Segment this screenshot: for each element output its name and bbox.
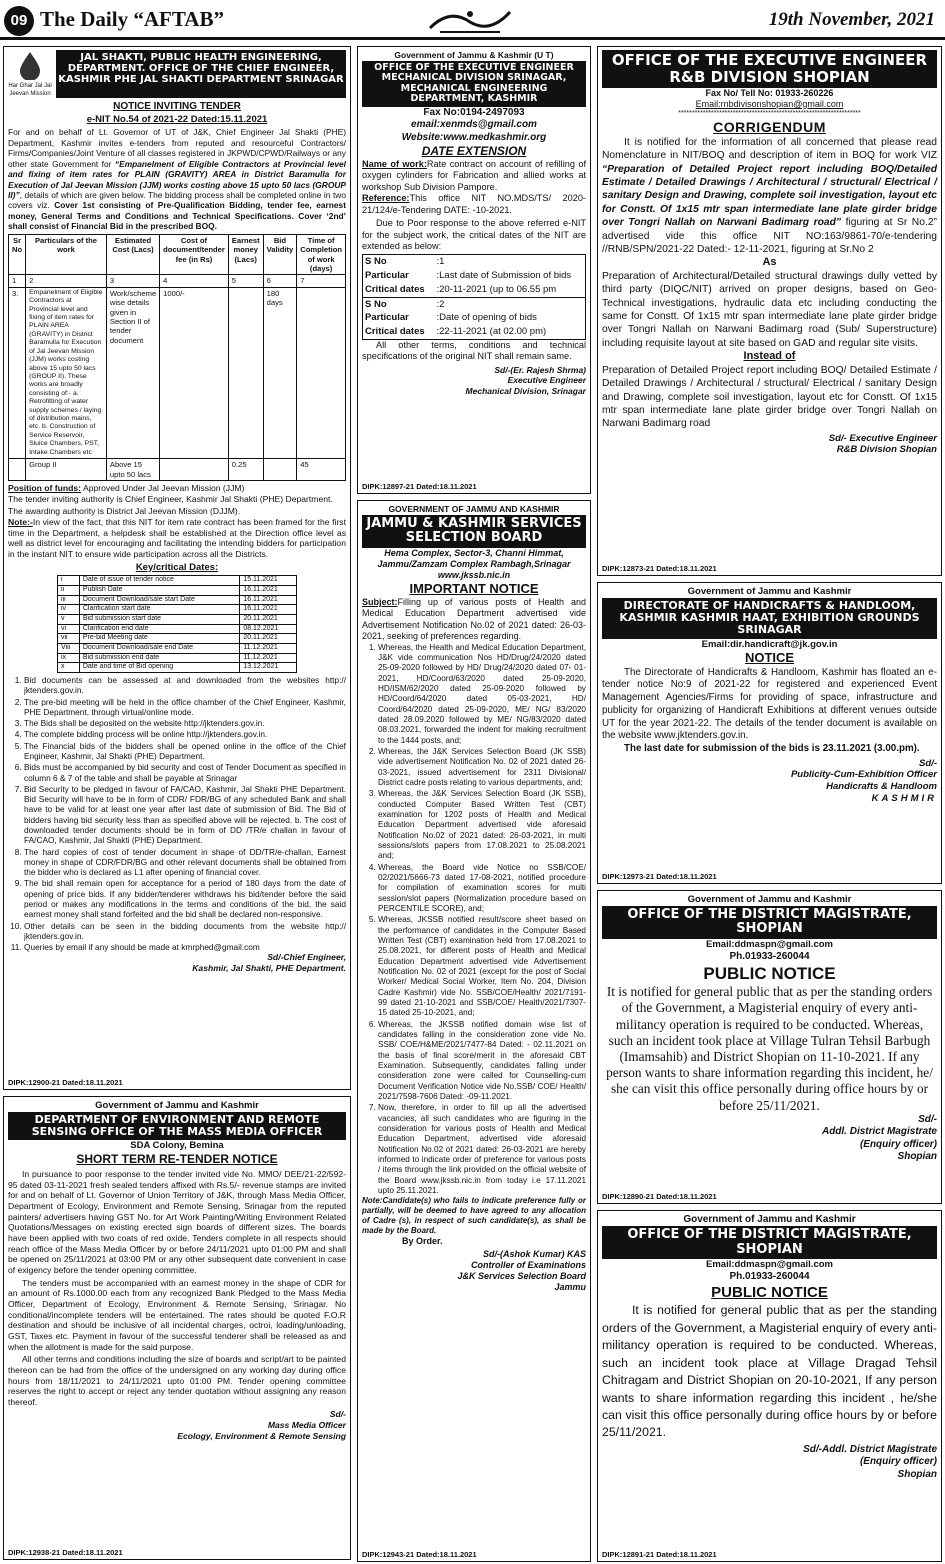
field-value: :22-11-2021 (at 02.00 pm) bbox=[436, 326, 547, 338]
paragraph-2: All other terms, conditions and technical specifications of the original NIT shall remain same. bbox=[362, 339, 586, 362]
dept-heading: OFFICE OF THE DISTRICT MAGISTRATE, SHOPIAN bbox=[602, 906, 937, 939]
dm-public-notice-2 bbox=[597, 1210, 942, 1562]
key-date-cell: Viii bbox=[58, 644, 80, 654]
jkssb-notice bbox=[357, 500, 591, 1562]
list-item: 3. The Bids shall be deposited on the website http://jktenders.gov.in. bbox=[24, 718, 346, 728]
list-item: 11. Queries by email if any should be made at kmrphed@gmail.com bbox=[24, 942, 346, 952]
paragraph-3: All other terms and conditions including the size of boards and script/art to be painted thereon can be had from the office of the undersigned on any working day during office hours from 18/11/2021 to 24/11/2021 upto 01:00 PM. Tender opening committee reserves the right to accept or reject any tender quotation without assigning any reason thereof. bbox=[8, 1354, 346, 1407]
page-number: 09 bbox=[4, 6, 34, 36]
list-item: 4. Whereas, the Board vide Notice no SSB/COE/ 02/2021/5666-73 dated 17-08-2021, notified procedure for compilation of examination scores for multi session/slot papers (Normalization procedure based on PERCENTILE SCORE), and; bbox=[378, 863, 586, 915]
email: Email:rnbdivisonshopian@gmail.com bbox=[695, 98, 844, 109]
email: Email:dir.handicraft@jk.gov.in bbox=[701, 638, 838, 650]
dept-heading: JAMMU & KASHMIR SERVICES SELECTION BOARD bbox=[362, 515, 586, 548]
signatory-office: Kashmir, Jal Shakti, PHE Department. bbox=[192, 963, 346, 974]
mass-media-notice bbox=[3, 1096, 351, 1560]
signatory-role: (Enquiry officer) bbox=[859, 1138, 937, 1150]
dipk-number: DIPK:12897-21 Dated:18.11.2021 bbox=[362, 481, 477, 491]
dept-heading: OFFICE OF THE EXECUTIVE ENGINEER R&B DIVISION SHOPIAN bbox=[602, 50, 937, 88]
key-date-cell: i bbox=[58, 576, 80, 586]
field-label: S No bbox=[365, 256, 387, 268]
list-item: 1. Bid documents can be assessed at and downloaded from the websites http:// jktenders.gov.in. bbox=[24, 675, 346, 696]
dept-heading: DIRECTORATE OF HANDICRAFTS & HANDLOOM, KASHMIR KASHMIR HAAT, EXHIBITION GROUNDS SRINAGAR bbox=[602, 598, 937, 639]
list-item: 2. The pre-bid meeting will be held in the office chamber of the Chief Engineer, Kashmir, PHE Department, through virtual/online mode. bbox=[24, 697, 346, 718]
whereas-list bbox=[362, 643, 586, 1196]
signatory: Addl. District Magistrate bbox=[821, 1126, 937, 1138]
gov-heading: GOVERNMENT OF JAMMU AND KASHMIR bbox=[388, 504, 560, 514]
rnb-corrigendum bbox=[597, 46, 942, 576]
website: Website:www.medkashmir.org bbox=[401, 131, 547, 143]
key-date-cell: Document Download/sale end Date bbox=[79, 644, 239, 654]
signatory: Publicity-Cum-Exhibition Officer bbox=[790, 769, 937, 781]
paragraph-2: The last date for submission of the bids is 23.11.2021 (3.00.pm). bbox=[624, 742, 920, 754]
key-date-cell: 16.11.2021 bbox=[240, 605, 297, 615]
name-of-work: Name of work:Rate contract on account of refilling of oxygen cylinders for Fabrication and allied works at workshop Sub Division Pampore. bbox=[362, 159, 586, 192]
list-item: 6. Whereas, the JKSSB notified domain wise list of candidates falling in the consideration zone vide No. SSB/ COE/H&ME/2021/7477-84 Dated: - 02.11.2021 on the basis of final score/merit in the aforesaid CBT Examination. Subsequently, candidates falling under consideration zone were called for Counselling-cum Document Verification Notice vide No.SSB/ COE/ Health/ 2021/7598-7606 Dated: -09-11.2021. bbox=[378, 1020, 586, 1103]
list-item: 1. Whereas, the Health and Medical Education Department, J&K vide communication Nos HD/Drug/24/2020 dated 25-09-2020 followed by HD/ Drug/24/2020 dated 07- 01-2021, HD/Coord/63/2020 dated 25-09-2020, HD/ISM/62/2020 dated 25-09-2020 followed by HD/Coord/64/2020 dated 05-03-2021, HD/ Coord/64/2020 dated 25-09-2020, ME/ NG/ 83/2020 dated 28.09.2020 followed by ME/ NG/83/2020 dated 08.03.2021, forwarded the indent for making recruitment to the 1444 posts, and; bbox=[378, 643, 586, 746]
signatory-location: Shopian bbox=[897, 1468, 937, 1480]
key-date-cell: 16.11.2021 bbox=[240, 595, 297, 605]
key-date-row bbox=[58, 624, 297, 634]
extension-row bbox=[363, 325, 586, 339]
instead-label: Instead of bbox=[743, 350, 796, 363]
field-label: Particular bbox=[365, 270, 409, 282]
key-date-row bbox=[58, 615, 297, 625]
notice-title: CORRIGENDUM bbox=[713, 118, 826, 135]
phe-tender-notice bbox=[3, 46, 351, 1090]
list-item: 3. Whereas, the J&K Services Selection Board (JK SSB), conducted Computer Based Written Test (CBT) examination for 1202 posts of Health and Medical Education Department advertised vide aforesaid Notification No.02 of 2021 dated: 26-03-2021, in multi sessions/slots papers from 17.08.2021 to 25.08.2021 and; bbox=[378, 789, 586, 861]
key-date-cell: Clarification end date bbox=[79, 624, 239, 634]
key-date-row bbox=[58, 653, 297, 663]
field-value: :20-11-2021 (up to 06.55 pm bbox=[436, 283, 557, 295]
notice-title: SHORT TERM RE-TENDER NOTICE bbox=[76, 1152, 278, 1167]
list-item: 10. Other details can be seen in the bidding documents from the website http:// jktenders.gov.in. bbox=[24, 921, 346, 942]
signatory: Sd/- Executive Engineer bbox=[828, 432, 937, 444]
key-date-cell: 16.11.2021 bbox=[240, 586, 297, 596]
water-drop-icon bbox=[15, 50, 45, 80]
key-date-cell: 15.11.2021 bbox=[240, 576, 297, 586]
list-item: 7. Now, therefore, in order to fill up all the advertised vacancies, all such candidates who are figuring in the consideration for various posts of Health and Medical Education Department, advertised vide aforesaid Notification No.02 of 2021 dated: 26-03-2021 are hereby informed to indicate order of preference for various posts / items through the link provided on the official website of the Board www.jkssb.nic.in from today i.e 17.11.2021 upto 25.11.2021. bbox=[378, 1103, 586, 1196]
list-item: 5. The Financial bids of the bidders shall be opened online in the office of the Chief Engineer, Kashmir, Jal Shakti (PHE) Department. bbox=[24, 741, 346, 762]
dipk-number: DIPK:12938-21 Dated:18.11.2021 bbox=[8, 1547, 123, 1557]
key-date-cell: vi bbox=[58, 624, 80, 634]
key-date-row bbox=[58, 586, 297, 596]
paragraph-2: Preparation of Architectural/Detailed structural drawings dully vetted by third party (DIQC/NIT) arrived on proper designs, based on Geo-Technical investigations, hydraulic data etc including conducting the same for Constt. Of 1x15 mtr span intermediate lane plate girder bridge over Tongri Nallah on Narwani Badimarg road (Sub/ Superstructure) including requisite layout at site based on GAD and regular site visits. bbox=[602, 270, 937, 349]
paragraph-1: In pursuance to poor response to the tender invited vide No. MMO/ DEE/21-22/592-95 dated 03-11-2021 fresh sealed tenders affixed with Rs.5/- revenue stamps are invited for and on behalf of Lt. Governor of Union Territory of J&K, through Mass Media Officer, Department of Ecology, Environment and Remote Sensing, Srinagar from the reputed painters/ advertisers having GST No. for Art Work Painting/Writing Environment Related Quotations/Messages on existing erected sign boards of different sizes. The boards have been applied with two coats of red oxide. Tenders complete in all respects should reach office of the Mass Media Officer by or before 24/11/2021 upto 01:00 PM and shall be opened on 25/11/2021 at 03:00 PM or any other subsequent date convenient in case of exigency before the tender opening committee. bbox=[8, 1169, 346, 1275]
key-date-cell: x bbox=[58, 663, 80, 673]
paragraph-3: Preparation of Detailed Project report including BOQ/ Detailed Estimate / Detailed Drawings / Architectural / structural/ Electrical / sanitary Design and Drawing, complete soil investigation, layout etc for Constt. Of 1x15 mtr span intermediate lane plate girder bridge over Tongri Nallah on Narwani Badimarg road bbox=[602, 364, 937, 430]
key-date-cell: ii bbox=[58, 586, 80, 596]
key-date-cell: Date and time of Bid opening bbox=[79, 663, 239, 673]
note: Note:-In view of the fact, that this NIT for item rate contract has been framed for the first time in the Department, a helpdesk shall be established at the Direction office level as well as district level for encouraging and facilitating the intending bidders for participation in the instant NIT to ensure wide participation across all the Districts. bbox=[8, 516, 346, 559]
list-item: 4. The complete bidding process will be online http://jktenders.gov.in. bbox=[24, 729, 346, 739]
key-date-cell: 08.12.2021 bbox=[240, 624, 297, 634]
key-date-cell: 20.11.2021 bbox=[240, 615, 297, 625]
newspaper-name: The Daily “AFTAB” bbox=[40, 7, 224, 31]
signature: Sd/- bbox=[919, 757, 937, 769]
dept-heading: DEPARTMENT OF ENVIRONMENT AND REMOTE SENSING OFFICE OF THE MASS MEDIA OFFICER bbox=[8, 1112, 346, 1141]
signatory-office: Ecology, Environment & Remote Sensing bbox=[177, 1430, 346, 1441]
signatory-title: Executive Engineer bbox=[507, 375, 586, 386]
dept-heading: OFFICE OF THE EXECUTIVE ENGINEER MECHANICAL DIVISION SRINAGAR, MECHANICAL ENGINEERING DEPARTMENT, KASHMIR bbox=[362, 61, 586, 108]
key-date-row bbox=[58, 644, 297, 654]
signatory-location: Jammu bbox=[554, 1282, 586, 1293]
key-date-row bbox=[58, 576, 297, 586]
gov-heading: Government of Jammu and Kashmir bbox=[687, 894, 852, 905]
extension-row bbox=[363, 283, 586, 297]
address: Hema Complex, Sector-3, Channi Himmat, Jammu/Zamzam Complex Rambagh,Srinagar bbox=[377, 547, 571, 569]
gov-heading: Government of Jammu and Kashmir bbox=[95, 1100, 259, 1111]
gov-heading: Government of Jammu and Kashmir bbox=[683, 1214, 856, 1225]
key-date-cell: Publish Date bbox=[79, 586, 239, 596]
paragraph-1: Due to Poor response to the above referred e-NIT for the subject work, the critical dates of the NIT are extended as below: bbox=[362, 218, 586, 251]
field-value: :Last date of Submission of bids bbox=[436, 270, 572, 282]
key-date-cell: 11.12.2021 bbox=[240, 653, 297, 663]
field-label: S No bbox=[365, 298, 387, 310]
key-date-cell: Bid submission start date bbox=[79, 615, 239, 625]
notice-title: PUBLIC NOTICE bbox=[703, 964, 836, 984]
paragraph-1: The Directorate of Handicrafts & Handloom, Kashmir has floated an e-tender notice No:9 of 2021-22 for registered and experienced Event Management Agencies/Firms for providing of space, infrastructure and publicity for organizing of Handicraft Exhibitions at different venues outside UT for the year 2021-22. The details of the tender document is available on the website www.jktenders.gov.in. bbox=[602, 666, 937, 742]
notice-title: NOTICE bbox=[744, 650, 795, 666]
key-date-cell: Pre-bid Meeting date bbox=[79, 634, 239, 644]
position-of-funds: Position of funds: Approved Under Jal Jeevan Mission (JJM) bbox=[8, 482, 245, 493]
key-date-cell: Date of issue of tender notice bbox=[79, 576, 239, 586]
by-order: By Order. bbox=[402, 1235, 443, 1246]
email: Email:ddmaspn@gmail.com bbox=[706, 1259, 833, 1271]
field-label: Particular bbox=[365, 312, 409, 324]
field-value: :Date of opening of bids bbox=[436, 312, 537, 324]
key-date-cell: ix bbox=[58, 653, 80, 663]
aftab-logo-icon bbox=[420, 4, 520, 36]
paragraph-1: It is notified for general public that as per the standing orders of the Government, a Magisterial enquiry of every anti-militancy operation is required to be conducted. Whereas, such an incident took place at Village Tulran Tehsil Barbugh (Imamsahib) and District Shopian on 11-10-2021. If any person wants to share information regarding this incident, he/ she can visit this office personally during office hours by or before 25/11/2021. bbox=[606, 984, 933, 1113]
key-date-row bbox=[58, 595, 297, 605]
work-table: Sr No Particulars of the work Estimated Cost (Lacs) Cost of document/tender fee (in Rs) Earnest money (Lacs) Bid Validity Time of Completion of work (days) 1 2 3 4 5 6 7 3. Empanelment of Eligible Contractors at Provincial level and fixing of item rates for PLAIN AREA (GRAVITY) in District Baramulla for Execution of Jal Jeevan Mission (JJM) works costing above 15 upto 50 lacs (GROUP II). These works are broadly consisting of:- a. Retrofitting of water supply schemes / laying of distribution mains, etc. b. Construction of Service Reservoir, Sluice Chambers, PST, Intake Chambers etc Work/scheme wise details given in Section II of tender document 1000/- 180 days Group II Above 15 upto 50 lacs 0.25 45 bbox=[8, 234, 346, 481]
mechanical-division-notice bbox=[357, 46, 591, 494]
as-label: As bbox=[762, 256, 777, 269]
extension-table-1 bbox=[362, 254, 586, 297]
key-dates-title: Key/critical Dates: bbox=[135, 561, 219, 573]
jjm-logo: Har Ghar Jal Jal Jeevan Mission bbox=[8, 50, 52, 98]
field-label: Critical dates bbox=[365, 283, 425, 295]
enit-number: e-NIT No.54 of 2021-22 Dated:15.11.2021 bbox=[86, 113, 268, 125]
extension-row bbox=[363, 298, 586, 312]
list-item: 5. Whereas, JKSSB notified result/score sheet based on the performance of candidates in the Computer Based Written Test (CBT) examination held from 17.08.2021 to 25.08.2021, for different posts of Health and Medical Education Department advertised vide Advertisement Notification No. 02 of 2021 (except for the post of Social Worker/ Medical Social Worker, Item No. 204, Division Cadre Kashmir) vide No. SSB/COE/Health/ 2021/7191-99 dated 21-10-2021 and SSB/COE/ Health/2021/7307-15 dated 25-10-2021, and; bbox=[378, 915, 586, 1018]
email: email:xenmds@gmail.com bbox=[411, 119, 537, 131]
signatory-location: KASHMIR bbox=[871, 793, 937, 805]
subject: Subject:Filling up of various posts of Health and Medical Education Department advertised vide Advertisement Notification No.02 of 2021 dated: 26-03-2021, seeking of preferences regarding. bbox=[362, 597, 586, 641]
field-value: :2 bbox=[436, 298, 445, 310]
key-dates-table bbox=[57, 575, 297, 673]
list-item: 6. Bids must be accompanied by bid security and cost of Tender Document as specified in column 6 & 7 of the table and shall be payable at Srinagar bbox=[24, 762, 346, 783]
signatory-location: Shopian bbox=[897, 1151, 937, 1163]
extension-table-2 bbox=[362, 298, 586, 340]
awarding-authority: The awarding authority is District Jal Jeevan Mission (DJJM). bbox=[8, 506, 241, 517]
key-date-cell: Document Download/sale start Date bbox=[79, 595, 239, 605]
dipk-number: DIPK:12873-21 Dated:18.11.2021 bbox=[602, 563, 717, 573]
extension-row bbox=[363, 255, 586, 269]
paragraph-1: It is notified for general public that as per the standing orders of the Government, a Magisterial enquiry of every anti-militancy operation is required to be conducted. Whereas, such an incident took place at Village Dragad Tehsil Chitragam and District Shopian on 20-10-2021, If any person wants to share information regarding this incident , he/she can visit this office personally during office hours by or before 25/11/2021. bbox=[602, 1303, 937, 1440]
masthead bbox=[0, 0, 945, 40]
signatory: Mass Media Officer bbox=[267, 1420, 346, 1431]
conditions-list bbox=[8, 675, 346, 952]
signature: Sd/- bbox=[329, 1409, 346, 1420]
handicrafts-notice bbox=[597, 582, 942, 884]
signatory: Sd/-(Ashok Kumar) KAS bbox=[482, 1249, 586, 1259]
notice-title: IMPORTANT NOTICE bbox=[409, 581, 539, 597]
signatory-office: Mechanical Division, Srinagar bbox=[465, 385, 586, 396]
dept-heading: OFFICE OF THE DISTRICT MAGISTRATE, SHOPIAN bbox=[602, 1226, 937, 1259]
intro-paragraph: For and on behalf of Lt. Governor of UT of J&K, Chief Engineer Jal Shakti (PHE) Department, Kashmir invites e-tenders from reputed and resourceful Contractors/ Firms/Companies/Joint Venture of all classes registered in JKPWD/CPWD/Railways or any other state Government for “Empanelment of Eligible Contractors at Provincial level and fixing of item rates for PLAIN (GRAVITY) AREA in District Baramulla for Execution of Jal Jeevan Mission (JJM) works costing above 15 upto 50 lacs (GROUP II)”, details of which are given below. The bidding process shall be completed online in two covers viz. Cover 1st consisting of Pre-Qualification Bidding, tender fee, earnest money, General Terms and Conditions and Technical Specifications. Cover ‘2nd’ shall consist of Financial Bid in the prescribed BOQ. bbox=[8, 127, 346, 232]
signatory-office: R&B Division Shopian bbox=[836, 444, 937, 456]
key-date-cell: Clarification start date bbox=[79, 605, 239, 615]
issue-date: 19th November, 2021 bbox=[768, 9, 935, 30]
key-date-cell: iii bbox=[58, 595, 80, 605]
list-item: 2. Whereas, the J&K Services Selection Board (JK SSB) vide advertisement Notification No. 02 of 2021 dated 26-03-2021, issued advertisement for 2311 Divisional/ District cadre posts relating to various departments, and; bbox=[378, 747, 586, 788]
extension-row bbox=[363, 311, 586, 325]
signatory-office: J&K Services Selection Board bbox=[457, 1271, 586, 1282]
list-item: 8. The hard copies of cost of tender document in shape of DD/TR/e-challan, Earnest money in shape of CDR/FDR/BG and other relevant documents shall be obtained from the bidder who is declared as L1 after opening of financial cover. bbox=[24, 847, 346, 878]
key-date-cell: Bid submission end date bbox=[79, 653, 239, 663]
paragraph-2: The tenders must be accompanied with an earnest money in the shape of CDR for an amount of Rs.1000.00 each from any recognized Bank Pledged to the Mass Media Officer, Department of Ecology, Environment & Remote Sensing, Srinagar. No conditional/incomplete tenders will be entertained. The rates should be quoted F.O.R destination and should be inclusive of all incidental charges, octroi, loading/unloading, GST, Taxes etc. Payment in favour of the successful tenderer shall be released as and when the allotment is made for the said purpose. bbox=[8, 1277, 346, 1352]
extension-row bbox=[363, 269, 586, 283]
key-date-row bbox=[58, 605, 297, 615]
signatory-title: Controller of Examinations bbox=[470, 1260, 586, 1271]
note: Note:Candidate(s) who fails to indicate preference fully or partially, will be deemed to have agreed to any allocation of Cadre (s), in respect of such candidate(s), as shall be made by the Board. bbox=[362, 1196, 586, 1235]
dipk-number: DIPK:12973-21 Dated:18.11.2021 bbox=[602, 871, 717, 881]
key-date-cell: 20.11.2021 bbox=[240, 634, 297, 644]
signatory: Sd/-(Er. Rajesh Shrma) bbox=[494, 364, 586, 375]
key-date-cell: v bbox=[58, 615, 80, 625]
divider: ******************************************************************* bbox=[678, 109, 861, 117]
signatory: Sd/-Chief Engineer, bbox=[267, 952, 346, 963]
notice-title: PUBLIC NOTICE bbox=[711, 1283, 828, 1301]
key-date-cell: 13.12.2021 bbox=[240, 663, 297, 673]
gov-heading: Government of Jammu & Kashmir (U T) bbox=[394, 50, 554, 60]
gov-heading: Government of Jammu and Kashmir bbox=[687, 586, 852, 597]
key-date-cell: iv bbox=[58, 605, 80, 615]
notice-title: DATE EXTENSION bbox=[421, 144, 527, 159]
dipk-number: DIPK:12943-21 Dated:18.11.2021 bbox=[362, 1549, 477, 1559]
inviting-authority: The tender inviting authority is Chief Engineer, Kashmir Jal Shakti (PHE) Department. bbox=[8, 493, 333, 504]
dm-public-notice-1 bbox=[597, 890, 942, 1204]
key-date-cell: vii bbox=[58, 634, 80, 644]
list-item: 7. Bid Security to be pledged in favour of FA/CAO, Kashmir, Jal Shakti PHE Department. Bid Security will have to be in form of CDR/ FDR/BG of any scheduled Bank and shall have to be valid for at least one year after last date of submission of Bid. The Bid of bidders having bid security less than as specified above will be rejected. b. The cost of downloaded tender documents should be in form of DD /TR/e challan in favour of FA/CAO, Kashmir, Jal Shakti (PHE) Department. bbox=[24, 784, 346, 846]
signatory: Sd/-Addl. District Magistrate bbox=[803, 1443, 937, 1455]
reference: Reference:This office NIT NO.MDS/TS/ 2020-21/124/e-Tendering DATE: -10-2021. bbox=[362, 193, 586, 215]
website: www.jkssb.nic.in bbox=[437, 569, 511, 580]
dipk-number: DIPK:12900-21 Dated:18.11.2021 bbox=[8, 1077, 123, 1087]
field-label: Critical dates bbox=[365, 326, 425, 338]
dipk-number: DIPK:12890-21 Dated:18.11.2021 bbox=[602, 1191, 717, 1201]
signatory-role: (Enquiry officer) bbox=[859, 1456, 937, 1468]
dept-heading: JAL SHAKTI, PUBLIC HEALTH ENGINEERING, DEPARTMENT. OFFICE OF THE CHIEF ENGINEER, KASHMIR PHE JAL SHAKTI DEPARTMENT SRINAGAR bbox=[56, 50, 346, 98]
fax-number: Fax No:0194-2497093 bbox=[423, 107, 525, 119]
list-item: 9. The bid shall remain open for acceptance for a period of 180 days from the date of opening of price bids. If any bidder/tenderer withdraws his bid/tender before the said period or makes any modifications in the terms and conditions of the bid, the said earnest money shall stand forfeited and the bid shall be declared non-responsive. bbox=[24, 878, 346, 919]
address: SDA Colony, Bemina bbox=[130, 1140, 224, 1152]
signatory-dept: Handicrafts & Handloom bbox=[826, 781, 937, 793]
phone: Ph.01933-260044 bbox=[729, 1271, 810, 1283]
fax-number: Fax No/ Tell No: 01933-260226 bbox=[705, 87, 834, 98]
key-date-cell: 11.12.2021 bbox=[240, 644, 297, 654]
email: Email:ddmaspn@gmail.com bbox=[706, 938, 833, 950]
signature: Sd/- bbox=[918, 1113, 937, 1125]
dipk-number: DIPK:12891-21 Dated:18.11.2021 bbox=[602, 1549, 717, 1559]
key-date-row bbox=[58, 663, 297, 673]
key-date-row bbox=[58, 634, 297, 644]
field-value: :1 bbox=[436, 256, 445, 268]
phone: Ph.01933-260044 bbox=[729, 950, 810, 962]
paragraph-1: It is notified for the information of all concerned that please read Nomenclature in NIT/BOQ and description of item in BOQ for work VIZ “Preparation of Detailed Project report including BOQ/Detailed Estimate / Detailed Drawings / Architectural / structural/ Electrical / sanitary Design and Drawing, complete soil investigation, layout etc for Constt. Of 1x15 mtr span intermediate lane plate girder bridge over Tongri Nallah on Narwani Badimarg road” figuring at Sr No.2” advertised vide this office NIT NO:163/9861-70/e-tendering //RNB/SPN/2021-22 Dated:- 12-11-2021, figuring at Sr.No 2 bbox=[602, 136, 937, 255]
notice-title: NOTICE INVITING TENDER bbox=[113, 101, 241, 113]
